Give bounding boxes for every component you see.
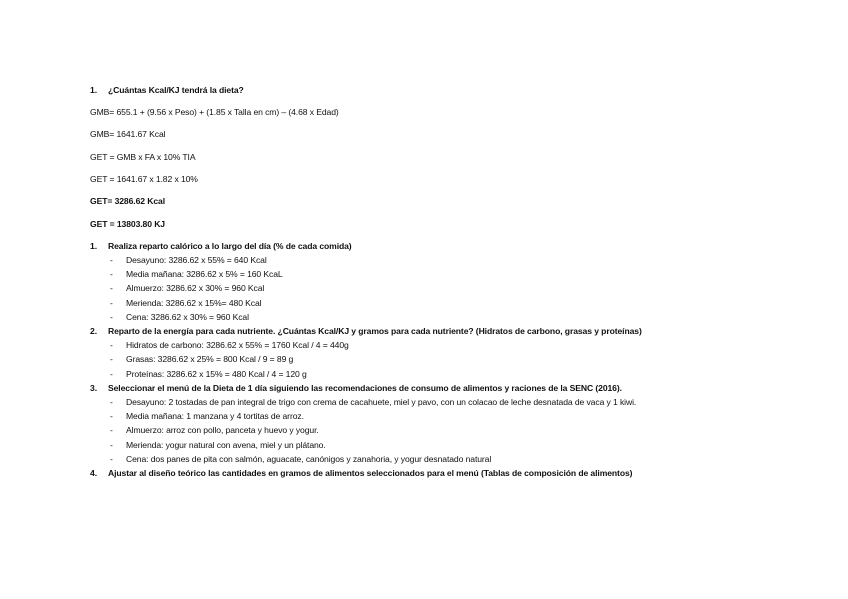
bullet-dash: -: [110, 283, 113, 293]
bullet-dash: -: [110, 354, 113, 364]
bullet-dash: -: [110, 411, 113, 421]
nutrient-fats: Grasas: 3286.62 x 25% = 800 Kcal / 9 = 89 g: [126, 354, 294, 364]
nutrient-protein: Proteínas: 3286.62 x 15% = 480 Kcal / 4 = 120 g: [126, 369, 307, 379]
result-get-kcal: GET= 3286.62 Kcal: [90, 196, 165, 206]
meal-merienda: Merienda: 3286.62 x 15%= 480 Kcal: [126, 298, 262, 308]
bullet-dash: -: [110, 312, 113, 322]
bullet-dash: -: [110, 454, 113, 464]
list-1-number: 1.: [90, 241, 98, 251]
meal-desayuno: Desayuno: 3286.62 x 55% = 640 Kcal: [126, 255, 267, 265]
section-1-number: 1.: [90, 85, 98, 95]
calc-get: GET = 1641.67 x 1.82 x 10%: [90, 174, 198, 184]
formula-get: GET = GMB x FA x 10% TIA: [90, 152, 196, 162]
meal-almuerzo: Almuerzo: 3286.62 x 30% = 960 Kcal: [126, 283, 265, 293]
list-4-heading: Ajustar al diseño teórico las cantidades en gramos de alimentos seleccionados para el menú (Tablas de composición de alimentos): [108, 468, 633, 478]
list-3-number: 3.: [90, 383, 98, 393]
list-1-heading: Realiza reparto calórico a lo largo del día (% de cada comida): [108, 241, 352, 251]
bullet-dash: -: [110, 369, 113, 379]
section-1-heading: ¿Cuántas Kcal/KJ tendrá la dieta?: [108, 85, 244, 95]
bullet-dash: -: [110, 425, 113, 435]
list-3-heading: Seleccionar el menú de la Dieta de 1 día siguiendo las recomendaciones de consumo de alimentos y raciones de la SENC (2016).: [108, 383, 622, 393]
bullet-dash: -: [110, 298, 113, 308]
result-gmb: GMB= 1641.67 Kcal: [90, 129, 166, 139]
result-get-kj: GET = 13803.80 KJ: [90, 219, 165, 229]
menu-merienda: Merienda: yogur natural con avena, miel y un plátano.: [126, 440, 326, 450]
menu-almuerzo: Almuerzo: arroz con pollo, panceta y huevo y yogur.: [126, 425, 319, 435]
bullet-dash: -: [110, 397, 113, 407]
list-4-number: 4.: [90, 468, 98, 478]
bullet-dash: -: [110, 340, 113, 350]
formula-gmb: GMB= 655.1 + (9.56 x Peso) + (1.85 x Talla en cm) – (4.68 x Edad): [90, 107, 339, 117]
bullet-dash: -: [110, 440, 113, 450]
bullet-dash: -: [110, 255, 113, 265]
list-2-number: 2.: [90, 326, 98, 336]
list-2-heading: Reparto de la energía para cada nutriente. ¿Cuántas Kcal/KJ y gramos para cada nutriente? (Hidratos de carbono, grasas y proteínas): [108, 326, 642, 336]
meal-cena: Cena: 3286.62 x 30% = 960 Kcal: [126, 312, 249, 322]
menu-desayuno: Desayuno: 2 tostadas de pan integral de trigo con crema de cacahuete, miel y pavo, con un colacao de leche desnatada de vaca y 1 kiwi.: [126, 397, 637, 407]
menu-cena: Cena: dos panes de pita con salmón, aguacate, canónigos y zanahoria, y yogur desnatado natural: [126, 454, 492, 464]
nutrient-carbs: Hidratos de carbono: 3286.62 x 55% = 1760 Kcal / 4 = 440g: [126, 340, 349, 350]
meal-media-manana: Media mañana: 3286.62 x 5% = 160 KcaL: [126, 269, 283, 279]
bullet-dash: -: [110, 269, 113, 279]
menu-media-manana: Media mañana: 1 manzana y 4 tortitas de arroz.: [126, 411, 304, 421]
